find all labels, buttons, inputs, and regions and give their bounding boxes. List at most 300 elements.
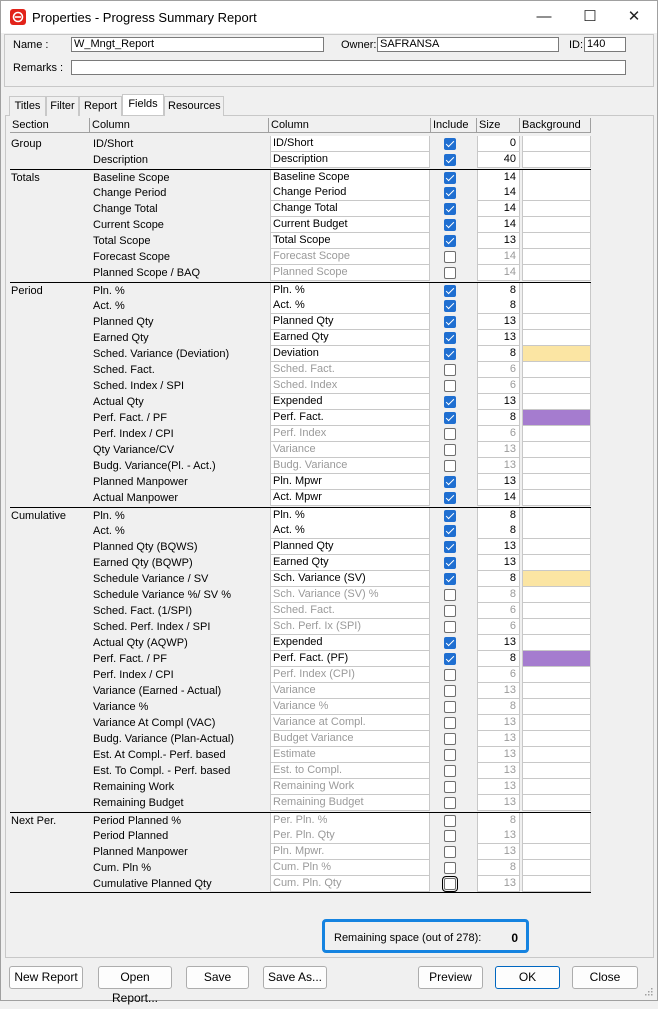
include-checkbox[interactable] [444, 669, 456, 681]
remaining-space-label: Remaining space (out of 278): [334, 932, 482, 944]
field-row [10, 844, 591, 860]
column-caption-field[interactable]: Deviation [270, 346, 430, 362]
field-row [10, 394, 591, 410]
include-checkbox[interactable] [444, 797, 456, 809]
column-caption-field[interactable]: Perf. Fact. [270, 410, 430, 426]
background-color-cell[interactable] [522, 346, 591, 362]
column-caption-field[interactable]: Planned Qty [270, 539, 430, 555]
include-checkbox[interactable] [444, 733, 456, 745]
size-field[interactable]: 8 [477, 523, 520, 539]
field-row [10, 314, 591, 330]
include-checkbox[interactable] [444, 637, 456, 649]
column-caption-field[interactable]: Sched. Fact. [270, 362, 430, 378]
include-cell [431, 170, 477, 186]
field-name: Remaining Budget [93, 797, 184, 809]
include-checkbox[interactable] [444, 300, 456, 312]
field-row [10, 876, 591, 892]
size-field[interactable]: 8 [477, 813, 520, 829]
maximize-button[interactable]: ☐ [583, 8, 597, 25]
include-cell [431, 635, 477, 651]
field-row [10, 330, 591, 346]
ok-button[interactable]: OK [495, 966, 560, 989]
field-name: Planned Manpower [93, 476, 188, 488]
column-caption-field[interactable]: Act. Mpwr [270, 490, 430, 506]
app-logo-icon [10, 9, 26, 25]
tab-fields[interactable]: Fields [122, 94, 164, 115]
field-name: Schedule Variance %/ SV % [93, 589, 231, 601]
size-field[interactable]: 8 [477, 508, 520, 524]
background-color-cell[interactable] [522, 683, 591, 699]
field-name: Sched. Fact. (1/SPI) [93, 605, 193, 617]
size-field[interactable]: 6 [477, 619, 520, 635]
background-color-cell[interactable] [522, 619, 591, 635]
column-caption-field[interactable]: ID/Short [270, 136, 430, 152]
background-color-cell[interactable] [522, 249, 591, 265]
size-field[interactable]: 13 [477, 747, 520, 763]
column-caption-field[interactable]: Cum. Pln. Qty [270, 876, 430, 892]
tab-report[interactable]: Report [79, 96, 122, 116]
column-caption-field[interactable]: Change Period [270, 185, 430, 201]
column-caption-field[interactable]: Expended [270, 635, 430, 651]
column-caption-field[interactable]: Total Scope [270, 233, 430, 249]
size-field[interactable]: 6 [477, 362, 520, 378]
include-cell [431, 779, 477, 795]
background-color-cell[interactable] [522, 635, 591, 651]
column-header-5[interactable]: Background [520, 118, 591, 133]
background-color-cell[interactable] [522, 747, 591, 763]
include-checkbox[interactable] [444, 396, 456, 408]
field-row [10, 458, 591, 474]
field-row [10, 683, 591, 699]
include-cell [431, 555, 477, 571]
column-caption-field[interactable]: Sch. Variance (SV) % [270, 587, 430, 603]
field-name: Planned Scope / BAQ [93, 267, 201, 279]
size-field[interactable]: 14 [477, 170, 520, 186]
size-field[interactable]: 14 [477, 201, 520, 217]
field-row [10, 282, 591, 298]
size-field[interactable]: 0 [477, 136, 520, 152]
field-row [10, 378, 591, 394]
include-checkbox[interactable] [444, 476, 456, 488]
include-cell [431, 152, 477, 168]
save-button[interactable]: Save [186, 966, 249, 989]
field-name: Variance (Earned - Actual) [93, 685, 222, 697]
include-checkbox[interactable] [444, 316, 456, 328]
field-row [10, 860, 591, 876]
background-color-cell[interactable] [522, 876, 591, 892]
column-caption-field[interactable]: Sched. Fact. [270, 603, 430, 619]
field-row [10, 233, 591, 249]
include-checkbox[interactable] [444, 510, 456, 522]
column-caption-field[interactable]: Per. Pln. Qty [270, 828, 430, 844]
include-cell [431, 249, 477, 265]
background-color-cell[interactable] [522, 555, 591, 571]
column-caption-field[interactable]: Sch. Variance (SV) [270, 571, 430, 587]
column-caption-field[interactable]: Perf. Index [270, 426, 430, 442]
background-color-cell[interactable] [522, 699, 591, 715]
include-checkbox[interactable] [444, 203, 456, 215]
size-field[interactable]: 8 [477, 346, 520, 362]
column-header-2[interactable]: Column [269, 118, 431, 133]
field-name: Est. At Compl.- Perf. based [93, 749, 226, 761]
size-field[interactable]: 13 [477, 314, 520, 330]
field-name: Sched. Fact. [93, 364, 155, 376]
background-color-cell[interactable] [522, 795, 591, 811]
size-field[interactable]: 8 [477, 571, 520, 587]
background-color-cell[interactable] [522, 763, 591, 779]
include-checkbox[interactable] [444, 573, 456, 585]
include-checkbox[interactable] [444, 460, 456, 472]
include-cell [431, 136, 477, 152]
column-caption-field[interactable]: Act. % [270, 523, 430, 539]
column-caption-field[interactable]: Est. to Compl. [270, 763, 430, 779]
background-color-cell[interactable] [522, 508, 591, 524]
column-caption-field[interactable]: Estimate [270, 747, 430, 763]
column-caption-field[interactable]: Budg. Variance [270, 458, 430, 474]
column-caption-field[interactable]: Forecast Scope [270, 249, 430, 265]
field-name: Budg. Variance(Pl. - Act.) [93, 460, 216, 472]
background-color-cell[interactable] [522, 828, 591, 844]
include-cell [431, 283, 477, 299]
column-caption-field[interactable]: Remaining Work [270, 779, 430, 795]
size-field[interactable]: 8 [477, 410, 520, 426]
column-caption-field[interactable]: Earned Qty [270, 330, 430, 346]
size-field[interactable]: 13 [477, 844, 520, 860]
include-cell [431, 539, 477, 555]
size-field[interactable]: 13 [477, 474, 520, 490]
field-row [10, 217, 591, 233]
field-name: Period Planned [93, 830, 169, 842]
include-cell [431, 378, 477, 394]
remarks-field[interactable] [71, 60, 626, 75]
size-field[interactable]: 13 [477, 715, 520, 731]
column-caption-field[interactable]: Cum. Pln % [270, 860, 430, 876]
background-color-cell[interactable] [522, 265, 591, 281]
field-name: Variance At Compl (VAC) [93, 717, 216, 729]
column-caption-field[interactable]: Earned Qty [270, 555, 430, 571]
background-color-cell[interactable] [522, 314, 591, 330]
size-field[interactable]: 8 [477, 298, 520, 314]
include-checkbox[interactable] [444, 589, 456, 601]
include-checkbox[interactable] [444, 285, 456, 297]
include-checkbox[interactable] [444, 605, 456, 617]
column-caption-field[interactable]: Pln. % [270, 283, 430, 299]
new-report-button[interactable]: New Report [9, 966, 83, 989]
background-color-cell[interactable] [522, 844, 591, 860]
column-header-1[interactable]: Column [90, 118, 269, 133]
include-checkbox[interactable] [444, 862, 456, 874]
include-checkbox[interactable] [444, 444, 456, 456]
include-checkbox[interactable] [444, 219, 456, 231]
size-field[interactable]: 13 [477, 635, 520, 651]
include-checkbox[interactable] [444, 364, 456, 376]
include-cell [431, 587, 477, 603]
background-color-cell[interactable] [522, 233, 591, 249]
background-color-cell[interactable] [522, 152, 591, 168]
size-field[interactable]: 40 [477, 152, 520, 168]
background-color-cell[interactable] [522, 394, 591, 410]
include-checkbox[interactable] [444, 380, 456, 392]
background-color-cell[interactable] [522, 587, 591, 603]
column-header-3[interactable]: Include [431, 118, 477, 133]
size-field[interactable]: 14 [477, 265, 520, 281]
field-name: Act. % [93, 300, 125, 312]
include-cell [431, 795, 477, 811]
column-caption-field[interactable]: Pln. % [270, 508, 430, 524]
size-field[interactable]: 14 [477, 249, 520, 265]
size-field[interactable]: 6 [477, 378, 520, 394]
include-checkbox[interactable] [444, 492, 456, 504]
include-checkbox[interactable] [444, 525, 456, 537]
background-color-cell[interactable] [522, 362, 591, 378]
include-checkbox[interactable] [444, 138, 456, 150]
save-as-button[interactable]: Save As... [263, 966, 327, 989]
background-color-cell[interactable] [522, 185, 591, 201]
column-caption-field[interactable]: Change Total [270, 201, 430, 217]
size-field[interactable]: 8 [477, 587, 520, 603]
field-row [10, 812, 591, 828]
minimize-button[interactable]: — [536, 8, 552, 25]
column-caption-field[interactable]: Budget Variance [270, 731, 430, 747]
field-name: Forecast Scope [93, 251, 171, 263]
column-caption-field[interactable]: Sched. Index [270, 378, 430, 394]
field-name: Cum. Pln % [93, 862, 152, 874]
background-color-cell[interactable] [522, 330, 591, 346]
include-checkbox[interactable] [444, 653, 456, 665]
include-checkbox[interactable] [444, 235, 456, 247]
include-cell [431, 619, 477, 635]
background-color-cell[interactable] [522, 603, 591, 619]
include-checkbox[interactable] [444, 348, 456, 360]
background-color-cell[interactable] [522, 201, 591, 217]
include-cell [431, 747, 477, 763]
field-name: Description [93, 154, 149, 166]
column-caption-field[interactable]: Act. % [270, 298, 430, 314]
background-color-cell[interactable] [522, 860, 591, 876]
size-field[interactable]: 13 [477, 555, 520, 571]
size-field[interactable]: 13 [477, 442, 520, 458]
field-row [10, 539, 591, 555]
id-field[interactable]: 140 [584, 37, 626, 52]
field-row [10, 763, 591, 779]
field-name: Actual Qty [93, 396, 144, 408]
column-caption-field[interactable]: Variance % [270, 699, 430, 715]
resize-grip-icon[interactable] [643, 986, 653, 996]
size-field[interactable]: 13 [477, 330, 520, 346]
field-name: Qty Variance/CV [93, 444, 175, 456]
background-color-cell[interactable] [522, 667, 591, 683]
background-color-cell[interactable] [522, 442, 591, 458]
tab-titles[interactable]: Titles [9, 96, 46, 116]
size-field[interactable]: 13 [477, 539, 520, 555]
size-field[interactable]: 8 [477, 651, 520, 667]
include-checkbox[interactable] [444, 815, 456, 827]
include-cell [431, 217, 477, 233]
field-name: Actual Qty (AQWP) [93, 637, 188, 649]
background-color-cell[interactable] [522, 426, 591, 442]
remaining-space-box [322, 919, 529, 953]
close-window-button[interactable]: ✕ [627, 8, 641, 25]
size-field[interactable]: 8 [477, 860, 520, 876]
background-color-cell[interactable] [522, 813, 591, 829]
column-header-4[interactable]: Size [477, 118, 520, 133]
include-checkbox[interactable] [444, 251, 456, 263]
include-cell [431, 763, 477, 779]
background-color-cell[interactable] [522, 378, 591, 394]
size-field[interactable]: 13 [477, 458, 520, 474]
size-field[interactable]: 6 [477, 667, 520, 683]
column-caption-field[interactable]: Baseline Scope [270, 170, 430, 186]
column-caption-field[interactable]: Description [270, 152, 430, 168]
tab-filter[interactable]: Filter [46, 96, 79, 116]
field-name: Change Period [93, 187, 167, 199]
background-color-cell[interactable] [522, 474, 591, 490]
include-cell [431, 346, 477, 362]
field-row [10, 651, 591, 667]
include-checkbox[interactable] [444, 749, 456, 761]
include-checkbox[interactable] [444, 765, 456, 777]
size-field[interactable]: 13 [477, 828, 520, 844]
include-cell [431, 731, 477, 747]
size-field[interactable]: 13 [477, 795, 520, 811]
column-caption-field[interactable]: Variance [270, 683, 430, 699]
include-cell [431, 442, 477, 458]
name-field[interactable]: W_Mngt_Report [71, 37, 324, 52]
include-cell [431, 330, 477, 346]
tab-resources[interactable]: Resources [164, 96, 224, 116]
field-name: Perf. Index / CPI [93, 669, 174, 681]
background-color-cell[interactable] [522, 170, 591, 186]
background-color-cell[interactable] [522, 539, 591, 555]
size-field[interactable]: 13 [477, 731, 520, 747]
field-row [10, 603, 591, 619]
field-name: Est. To Compl. - Perf. based [93, 765, 231, 777]
size-field[interactable]: 8 [477, 699, 520, 715]
include-checkbox[interactable] [444, 621, 456, 633]
background-color-cell[interactable] [522, 458, 591, 474]
column-caption-field[interactable]: Pln. Mpwr [270, 474, 430, 490]
background-color-cell[interactable] [522, 651, 591, 667]
size-field[interactable]: 14 [477, 490, 520, 506]
include-checkbox[interactable] [444, 781, 456, 793]
include-checkbox[interactable] [444, 428, 456, 440]
field-name: Schedule Variance / SV [93, 573, 209, 585]
column-caption-field[interactable]: Planned Qty [270, 314, 430, 330]
background-color-cell[interactable] [522, 410, 591, 426]
open-report-button[interactable]: Open Report... [98, 966, 172, 989]
field-name: Planned Manpower [93, 846, 188, 858]
column-caption-field[interactable]: Current Budget [270, 217, 430, 233]
include-cell [431, 699, 477, 715]
include-checkbox[interactable] [444, 685, 456, 697]
size-field[interactable]: 14 [477, 217, 520, 233]
include-cell [431, 667, 477, 683]
background-color-cell[interactable] [522, 731, 591, 747]
include-cell [431, 410, 477, 426]
include-checkbox[interactable] [444, 717, 456, 729]
field-row [10, 201, 591, 217]
size-field[interactable]: 8 [477, 283, 520, 299]
background-color-cell[interactable] [522, 217, 591, 233]
section-label: Next Per. [11, 815, 57, 827]
field-row [10, 474, 591, 490]
include-checkbox[interactable] [444, 187, 456, 199]
size-field[interactable]: 13 [477, 876, 520, 892]
include-cell [431, 362, 477, 378]
column-header-0[interactable]: Section [10, 118, 90, 133]
column-caption-field[interactable]: Sch. Perf. Ix (SPI) [270, 619, 430, 635]
column-caption-field[interactable]: Perf. Index (CPI) [270, 667, 430, 683]
background-color-cell[interactable] [522, 283, 591, 299]
include-cell [431, 860, 477, 876]
field-row [10, 523, 591, 539]
column-caption-field[interactable]: Pln. Mpwr. [270, 844, 430, 860]
size-field[interactable]: 13 [477, 233, 520, 249]
owner-field[interactable]: SAFRANSA [377, 37, 559, 52]
include-cell [431, 508, 477, 524]
background-color-cell[interactable] [522, 298, 591, 314]
background-color-cell[interactable] [522, 136, 591, 152]
title-bar [1, 1, 657, 33]
include-cell [431, 813, 477, 829]
size-field[interactable]: 14 [477, 185, 520, 201]
field-row [10, 747, 591, 763]
include-checkbox[interactable] [444, 830, 456, 842]
include-cell [431, 474, 477, 490]
include-checkbox[interactable] [444, 878, 456, 890]
include-cell [431, 458, 477, 474]
column-caption-field[interactable]: Remaining Budget [270, 795, 430, 811]
field-name: Cumulative Planned Qty [93, 878, 212, 890]
size-field[interactable]: 13 [477, 683, 520, 699]
background-color-cell[interactable] [522, 523, 591, 539]
field-row [10, 587, 591, 603]
column-caption-field[interactable]: Planned Scope [270, 265, 430, 281]
field-name: Change Total [93, 203, 158, 215]
background-color-cell[interactable] [522, 571, 591, 587]
size-field[interactable]: 6 [477, 603, 520, 619]
size-field[interactable]: 6 [477, 426, 520, 442]
include-checkbox[interactable] [444, 846, 456, 858]
include-cell [431, 571, 477, 587]
include-checkbox[interactable] [444, 701, 456, 713]
size-field[interactable]: 13 [477, 779, 520, 795]
background-color-cell[interactable] [522, 715, 591, 731]
column-caption-field[interactable]: Perf. Fact. (PF) [270, 651, 430, 667]
include-checkbox[interactable] [444, 267, 456, 279]
background-color-cell[interactable] [522, 490, 591, 506]
include-checkbox[interactable] [444, 541, 456, 553]
include-checkbox[interactable] [444, 412, 456, 424]
include-checkbox[interactable] [444, 154, 456, 166]
close-button[interactable]: Close [572, 966, 638, 989]
field-row [10, 426, 591, 442]
background-color-cell[interactable] [522, 779, 591, 795]
include-checkbox[interactable] [444, 557, 456, 569]
size-field[interactable]: 13 [477, 763, 520, 779]
field-row [10, 152, 591, 168]
column-caption-field[interactable]: Expended [270, 394, 430, 410]
column-caption-field[interactable]: Variance at Compl. [270, 715, 430, 731]
preview-button[interactable]: Preview [418, 966, 483, 989]
include-cell [431, 715, 477, 731]
include-checkbox[interactable] [444, 172, 456, 184]
size-field[interactable]: 13 [477, 394, 520, 410]
column-caption-field[interactable]: Per. Pln. % [270, 813, 430, 829]
include-checkbox[interactable] [444, 332, 456, 344]
column-caption-field[interactable]: Variance [270, 442, 430, 458]
field-row [10, 715, 591, 731]
